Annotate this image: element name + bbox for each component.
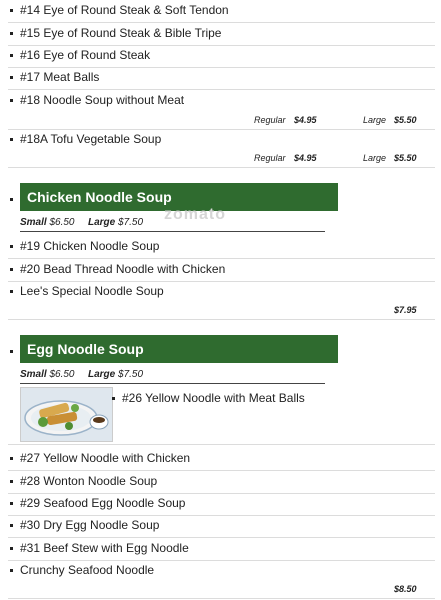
menu-item-lees-special	[8, 281, 435, 303]
menu-item-label: #30 Dry Egg Noodle Soup	[20, 518, 160, 532]
price-row-18a	[8, 149, 435, 168]
bullet-icon	[10, 32, 13, 35]
bullet-icon	[10, 350, 13, 353]
dish-photo-image	[21, 388, 112, 441]
large-label: Large	[363, 153, 387, 163]
size-prices-chicken	[20, 216, 325, 232]
menu-item-27	[8, 448, 435, 471]
menu-item-15	[8, 23, 435, 46]
small-price: $6.50	[49, 217, 75, 228]
menu-item-14	[8, 0, 435, 23]
menu-item-17	[8, 67, 435, 90]
regular-label: Regular	[254, 153, 286, 163]
menu-item-label: #20 Bead Thread Noodle with Chicken	[20, 262, 226, 276]
regular-price: $4.95	[294, 115, 317, 125]
menu-item-29	[8, 493, 435, 516]
bullet-icon	[10, 547, 13, 550]
bullet-icon	[10, 502, 13, 505]
menu-item-label: #15 Eye of Round Steak & Bible Tripe	[20, 26, 222, 40]
menu-item-31	[8, 538, 435, 561]
bullet-icon	[10, 480, 13, 483]
menu-item-16	[8, 45, 435, 68]
bullet-icon	[10, 268, 13, 271]
price-row-lees-special	[8, 301, 435, 320]
large-price: $7.50	[118, 217, 144, 228]
item-price: $7.95	[394, 305, 417, 315]
small-label: Small	[20, 369, 47, 380]
menu-item-18a	[8, 129, 435, 151]
menu-item-label: #16 Eye of Round Steak	[20, 48, 151, 62]
item-price: $8.50	[394, 584, 417, 594]
price-row-crunchy-seafood	[8, 580, 435, 599]
menu-item-label: #27 Yellow Noodle with Chicken	[20, 451, 191, 465]
menu-item-label: #18A Tofu Vegetable Soup	[20, 132, 162, 146]
regular-label: Regular	[254, 115, 286, 125]
bullet-icon	[112, 397, 115, 400]
large-price: $7.50	[118, 369, 144, 380]
menu-item-28	[8, 471, 435, 494]
menu-item-crunchy-seafood	[8, 560, 435, 582]
menu-item-30	[8, 515, 435, 538]
menu-item-label: #19 Chicken Noodle Soup	[20, 239, 160, 253]
menu-item-20	[8, 259, 435, 282]
regular-price: $4.95	[294, 153, 317, 163]
menu-item-18	[8, 90, 435, 112]
section-title: Egg Noodle Soup	[27, 341, 144, 357]
divider	[8, 444, 435, 445]
large-price: $5.50	[394, 115, 417, 125]
small-label: Small	[20, 217, 47, 228]
menu-item-label: Lee's Special Noodle Soup	[20, 284, 164, 298]
section-header-egg	[20, 335, 338, 363]
menu-item-label: Crunchy Seafood Noodle	[20, 563, 155, 577]
bullet-icon	[10, 290, 13, 293]
menu-item-26	[110, 388, 310, 410]
bullet-icon	[10, 569, 13, 572]
dish-photo	[20, 387, 113, 442]
bullet-icon	[10, 457, 13, 460]
menu-item-19	[8, 236, 435, 259]
large-label: Large	[88, 217, 116, 228]
watermark: zomato	[164, 206, 226, 223]
bullet-icon	[10, 138, 13, 141]
small-price: $6.50	[49, 369, 75, 380]
menu-item-label: #31 Beef Stew with Egg Noodle	[20, 541, 189, 555]
menu-item-label: #17 Meat Balls	[20, 70, 100, 84]
menu-item-label: #14 Eye of Round Steak & Soft Tendon	[20, 3, 229, 17]
bullet-icon	[10, 76, 13, 79]
large-label: Large	[363, 115, 387, 125]
bullet-icon	[10, 99, 13, 102]
large-price: $5.50	[394, 153, 417, 163]
menu-item-label: #18 Noodle Soup without Meat	[20, 93, 185, 107]
size-prices-egg	[20, 368, 325, 384]
menu-item-label: #29 Seafood Egg Noodle Soup	[20, 496, 186, 510]
large-label: Large	[88, 369, 116, 380]
bullet-icon	[10, 198, 13, 201]
bullet-icon	[10, 245, 13, 248]
bullet-icon	[10, 54, 13, 57]
bullet-icon	[10, 9, 13, 12]
menu-item-label: #26 Yellow Noodle with Meat Balls	[122, 391, 305, 405]
section-title: Chicken Noodle Soup	[27, 189, 172, 205]
bullet-icon	[10, 524, 13, 527]
price-row-18	[8, 111, 435, 130]
menu-item-label: #28 Wonton Noodle Soup	[20, 474, 158, 488]
